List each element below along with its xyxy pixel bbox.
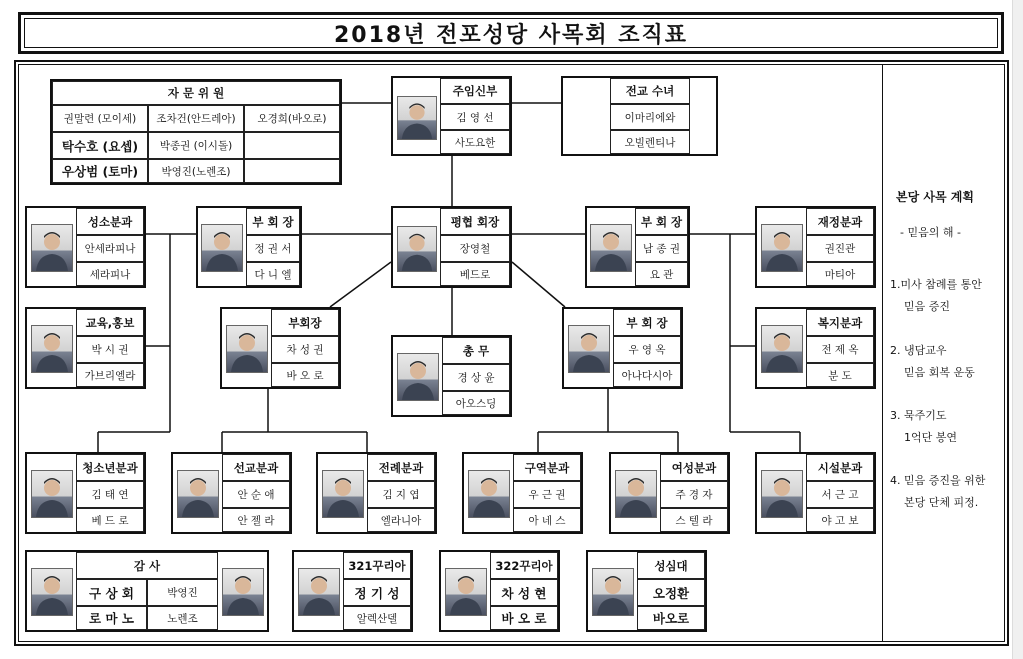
dept-women-name: 주 경 자: [660, 481, 728, 508]
vp-right-box: [585, 206, 690, 288]
person-silhouette-icon: [223, 569, 263, 615]
dept-women-baptismal: 스 텔 라: [660, 508, 728, 532]
auditor2-photo: [222, 568, 264, 616]
vertical-scrollbar[interactable]: [1012, 0, 1023, 659]
auditor1-baptismal: 박영진: [147, 579, 218, 606]
general-affairs-photo: [397, 353, 439, 401]
dept-youth-box: [25, 452, 146, 534]
person-silhouette-icon: [398, 227, 436, 271]
page-title: 2018년 전포성당 사목회 조직표: [334, 22, 688, 48]
person-silhouette-icon: [762, 471, 802, 517]
line-pres-vpmidright: [512, 262, 565, 307]
council-president-baptismal: 베드로: [440, 262, 510, 286]
curia322-name: 차 성 현: [490, 579, 558, 606]
sisters-name: 이마리에와: [610, 104, 690, 130]
dept-district-name: 우 근 권: [513, 481, 581, 508]
curia322-photo: [445, 568, 487, 616]
plan-item-4b: 본당 단체 피정.: [904, 496, 979, 509]
curia321-baptismal: 알렉산델: [343, 606, 411, 630]
person-silhouette-icon: [569, 326, 609, 372]
dept-facility-box: [755, 452, 876, 534]
dept-vocation-baptismal: 세라피나: [76, 262, 144, 286]
council-president-name: 장영철: [440, 235, 510, 262]
vp-left-role: 부 회 장: [246, 208, 300, 235]
curia321-role: 321꾸리아: [343, 552, 411, 579]
person-silhouette-icon: [299, 569, 339, 615]
dept-liturgy-box: [316, 452, 437, 534]
dept-welfare-box: [755, 307, 876, 389]
auditor1-name: 구 상 회: [76, 579, 147, 606]
bible-group-baptismal: 바오로: [637, 606, 705, 630]
vp-mid-left-name: 차 성 권: [271, 336, 339, 363]
plan-item-1b: 믿음 증진: [904, 300, 951, 313]
vp-mid-left-role: 부회장: [271, 309, 339, 336]
sisters-role: 전교 수녀: [610, 78, 690, 104]
vp-mid-right-baptismal: 아나다시아: [613, 363, 681, 387]
plan-item-3a: 3. 묵주기도: [890, 409, 947, 422]
plan-item-4a: 4. 믿음 증진을 위한: [890, 474, 986, 487]
dept-facility-name: 서 근 고: [806, 481, 874, 508]
advisory-member: 박영진(노렌조): [148, 159, 244, 183]
vp-right-baptismal: 요 관: [635, 262, 688, 286]
auditor2-baptismal: 노렌조: [147, 606, 218, 630]
person-silhouette-icon: [762, 326, 802, 372]
pastor-role: 주임신부: [440, 78, 510, 104]
vp-mid-right-name: 우 영 옥: [613, 336, 681, 363]
council-president-photo: [397, 226, 437, 272]
general-affairs-name: 경 상 윤: [442, 364, 510, 391]
advisory-member: 탁수호 (요셉): [52, 132, 148, 159]
line-pres-vpmidleft: [330, 262, 391, 307]
dept-vocation-role: 성소분과: [76, 208, 144, 235]
dept-welfare-role: 복지분과: [806, 309, 874, 336]
advisory-empty: [244, 159, 340, 183]
dept-facility-photo: [761, 470, 803, 518]
dept-women-role: 여성분과: [660, 454, 728, 481]
general-affairs-box: [391, 335, 512, 417]
bible-group-name: 오정환: [637, 579, 705, 606]
vp-left-baptismal: 다 니 엘: [246, 262, 300, 286]
advisory-empty: [244, 132, 340, 159]
council-president-role: 평협 회장: [440, 208, 510, 235]
bible-group-photo: [592, 568, 634, 616]
plan-item-1a: 1.미사 참례를 통안: [890, 278, 982, 291]
dept-liturgy-baptismal: 엘라니아: [367, 508, 435, 532]
advisory-member: 오경희(바오로): [244, 105, 340, 132]
dept-liturgy-name: 김 지 엽: [367, 481, 435, 508]
dept-finance-role: 재정분과: [806, 208, 874, 235]
dept-liturgy-role: 전례분과: [367, 454, 435, 481]
dept-district-baptismal: 아 네 스: [513, 508, 581, 532]
dept-finance-name: 권진관: [806, 235, 874, 262]
pastor-baptismal: 사도요한: [440, 130, 510, 154]
vp-mid-left-box: [220, 307, 341, 389]
curia321-photo: [298, 568, 340, 616]
person-silhouette-icon: [398, 97, 436, 139]
general-affairs-baptismal: 아오스딩: [442, 391, 510, 415]
plan-item-2b: 믿음 회복 운동: [904, 366, 975, 379]
dept-mission-photo: [177, 470, 219, 518]
dept-finance-photo: [761, 224, 803, 272]
dept-education-baptismal: 가브리엘라: [76, 363, 144, 387]
dept-youth-name: 김 태 연: [76, 481, 144, 508]
vp-mid-right-role: 부 회 장: [613, 309, 681, 336]
dept-facility-role: 시설분과: [806, 454, 874, 481]
advisory-member: 조차건(안드레아): [148, 105, 244, 132]
dept-liturgy-photo: [322, 470, 364, 518]
person-silhouette-icon: [227, 326, 267, 372]
person-silhouette-icon: [202, 225, 242, 271]
vp-left-photo: [201, 224, 243, 272]
person-silhouette-icon: [32, 326, 72, 372]
person-silhouette-icon: [593, 569, 633, 615]
dept-facility-baptismal: 야 고 보: [806, 508, 874, 532]
person-silhouette-icon: [591, 225, 631, 271]
curia322-baptismal: 바 오 로: [490, 606, 558, 630]
pastor-box: [391, 76, 512, 156]
dept-welfare-name: 전 제 옥: [806, 336, 874, 363]
dept-mission-baptismal: 안 젤 라: [222, 508, 290, 532]
curia321-name: 정 기 성: [343, 579, 411, 606]
vp-mid-left-baptismal: 바 오 로: [271, 363, 339, 387]
dept-education-box: [25, 307, 146, 389]
curia321-box: [292, 550, 413, 632]
vp-right-role: 부 회 장: [635, 208, 688, 235]
vp-left-box: [196, 206, 302, 288]
dept-youth-photo: [31, 470, 73, 518]
dept-youth-role: 청소년분과: [76, 454, 144, 481]
plan-item-3b: 1억단 봉연: [904, 431, 957, 444]
person-silhouette-icon: [32, 569, 72, 615]
bible-group-role: 성심대: [637, 552, 705, 579]
curia322-role: 322꾸리아: [490, 552, 558, 579]
plan-subtitle: - 믿음의 해 -: [900, 226, 961, 239]
person-silhouette-icon: [32, 471, 72, 517]
council-president-box: [391, 206, 512, 288]
vp-mid-right-box: [562, 307, 683, 389]
vp-right-name: 남 종 권: [635, 235, 688, 262]
dept-district-box: [462, 452, 583, 534]
sisters-box: [561, 76, 718, 156]
advisory-header: 자 문 위 원: [52, 81, 340, 105]
pastor-photo: [397, 96, 437, 140]
auditors-box: [25, 550, 269, 632]
dept-finance-baptismal: 마티아: [806, 262, 874, 286]
vp-left-name: 정 권 서: [246, 235, 300, 262]
dept-finance-box: [755, 206, 876, 288]
auditor2-name: 로 마 노: [76, 606, 147, 630]
plan-title: 본당 사목 계획: [896, 190, 974, 204]
plan-item-2a: 2. 냉담교우: [890, 344, 947, 357]
sisters-name: 오빌렌티나: [610, 130, 690, 154]
person-silhouette-icon: [178, 471, 218, 517]
pastoral-plan: [884, 64, 1006, 642]
advisory-member: 우상범 (토마): [52, 159, 148, 183]
person-silhouette-icon: [323, 471, 363, 517]
dept-education-photo: [31, 325, 73, 373]
person-silhouette-icon: [616, 471, 656, 517]
general-affairs-role: 총 무: [442, 337, 510, 364]
dept-education-role: 교육,홍보: [76, 309, 144, 336]
vp-mid-right-photo: [568, 325, 610, 373]
advisory-member: 권말련 (모이세): [52, 105, 148, 132]
dept-mission-box: [171, 452, 292, 534]
dept-women-box: [609, 452, 730, 534]
dept-welfare-photo: [761, 325, 803, 373]
curia322-box: [439, 550, 560, 632]
dept-mission-name: 안 순 애: [222, 481, 290, 508]
dept-vocation-photo: [31, 224, 73, 272]
dept-women-photo: [615, 470, 657, 518]
vp-mid-left-photo: [226, 325, 268, 373]
advisory-member: 박종권 (이시돌): [148, 132, 244, 159]
dept-youth-baptismal: 베 드 로: [76, 508, 144, 532]
person-silhouette-icon: [398, 354, 438, 400]
dept-welfare-baptismal: 분 도: [806, 363, 874, 387]
auditors-header: 감 사: [76, 552, 218, 579]
auditor1-photo: [31, 568, 73, 616]
dept-mission-role: 선교분과: [222, 454, 290, 481]
advisory-committee: [50, 79, 342, 185]
bible-group-box: [586, 550, 707, 632]
person-silhouette-icon: [469, 471, 509, 517]
vp-right-photo: [590, 224, 632, 272]
pastor-name: 김 영 선: [440, 104, 510, 130]
dept-vocation-name: 안세라피나: [76, 235, 144, 262]
dept-district-role: 구역분과: [513, 454, 581, 481]
person-silhouette-icon: [32, 225, 72, 271]
dept-vocation-box: [25, 206, 146, 288]
dept-district-photo: [468, 470, 510, 518]
person-silhouette-icon: [446, 569, 486, 615]
person-silhouette-icon: [762, 225, 802, 271]
dept-education-name: 박 시 권: [76, 336, 144, 363]
